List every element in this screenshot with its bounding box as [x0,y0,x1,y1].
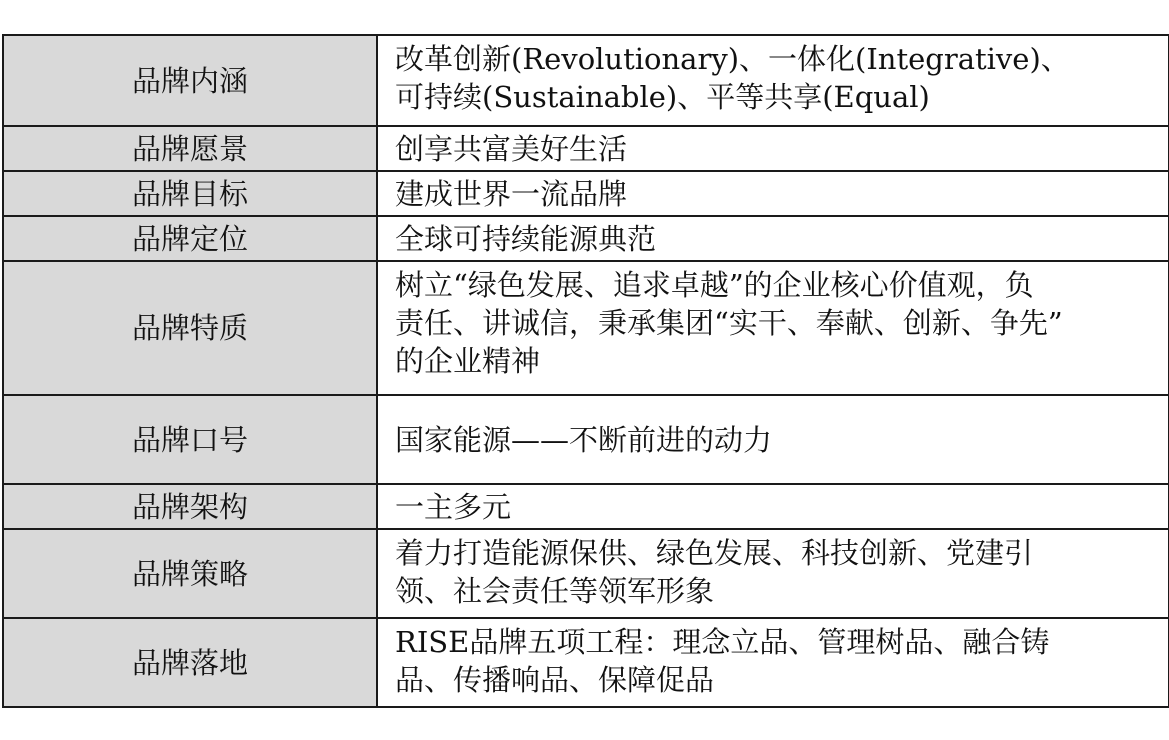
table-row [3,529,1169,618]
table-row [3,395,1169,484]
row-value: 一主多元 [377,484,1169,529]
row-value: 建成世界一流品牌 [377,171,1169,216]
row-label: 品牌落地 [3,618,377,707]
row-label: 品牌内涵 [3,35,377,126]
row-label: 品牌定位 [3,216,377,261]
brand-table [2,34,1169,708]
row-label: 品牌口号 [3,395,377,484]
row-value: 树立“绿色发展、追求卓越”的企业核心价值观，负 责任、讲诚信，秉承集团“实干、奉献、创新、争先” 的企业精神 [377,261,1169,395]
row-label: 品牌策略 [3,529,377,618]
row-value: RISE品牌五项工程：理念立品、管理树品、融合铸 品、传播响品、保障促品 [377,618,1169,707]
table-row [3,126,1169,171]
table-row [3,261,1169,395]
row-label: 品牌愿景 [3,126,377,171]
table-row [3,216,1169,261]
table-row [3,35,1169,126]
row-label: 品牌架构 [3,484,377,529]
row-value: 创享共富美好生活 [377,126,1169,171]
table-row [3,618,1169,707]
table-row [3,171,1169,216]
table-row [3,484,1169,529]
row-value: 全球可持续能源典范 [377,216,1169,261]
row-label: 品牌特质 [3,261,377,395]
row-value: 着力打造能源保供、绿色发展、科技创新、党建引 领、社会责任等领军形象 [377,529,1169,618]
row-value: 国家能源——不断前进的动力 [377,395,1169,484]
row-value: 改革创新(Revolutionary)、一体化(Integrative)、 可持续(Sustainable)、平等共享(Equal) [377,35,1169,126]
row-label: 品牌目标 [3,171,377,216]
